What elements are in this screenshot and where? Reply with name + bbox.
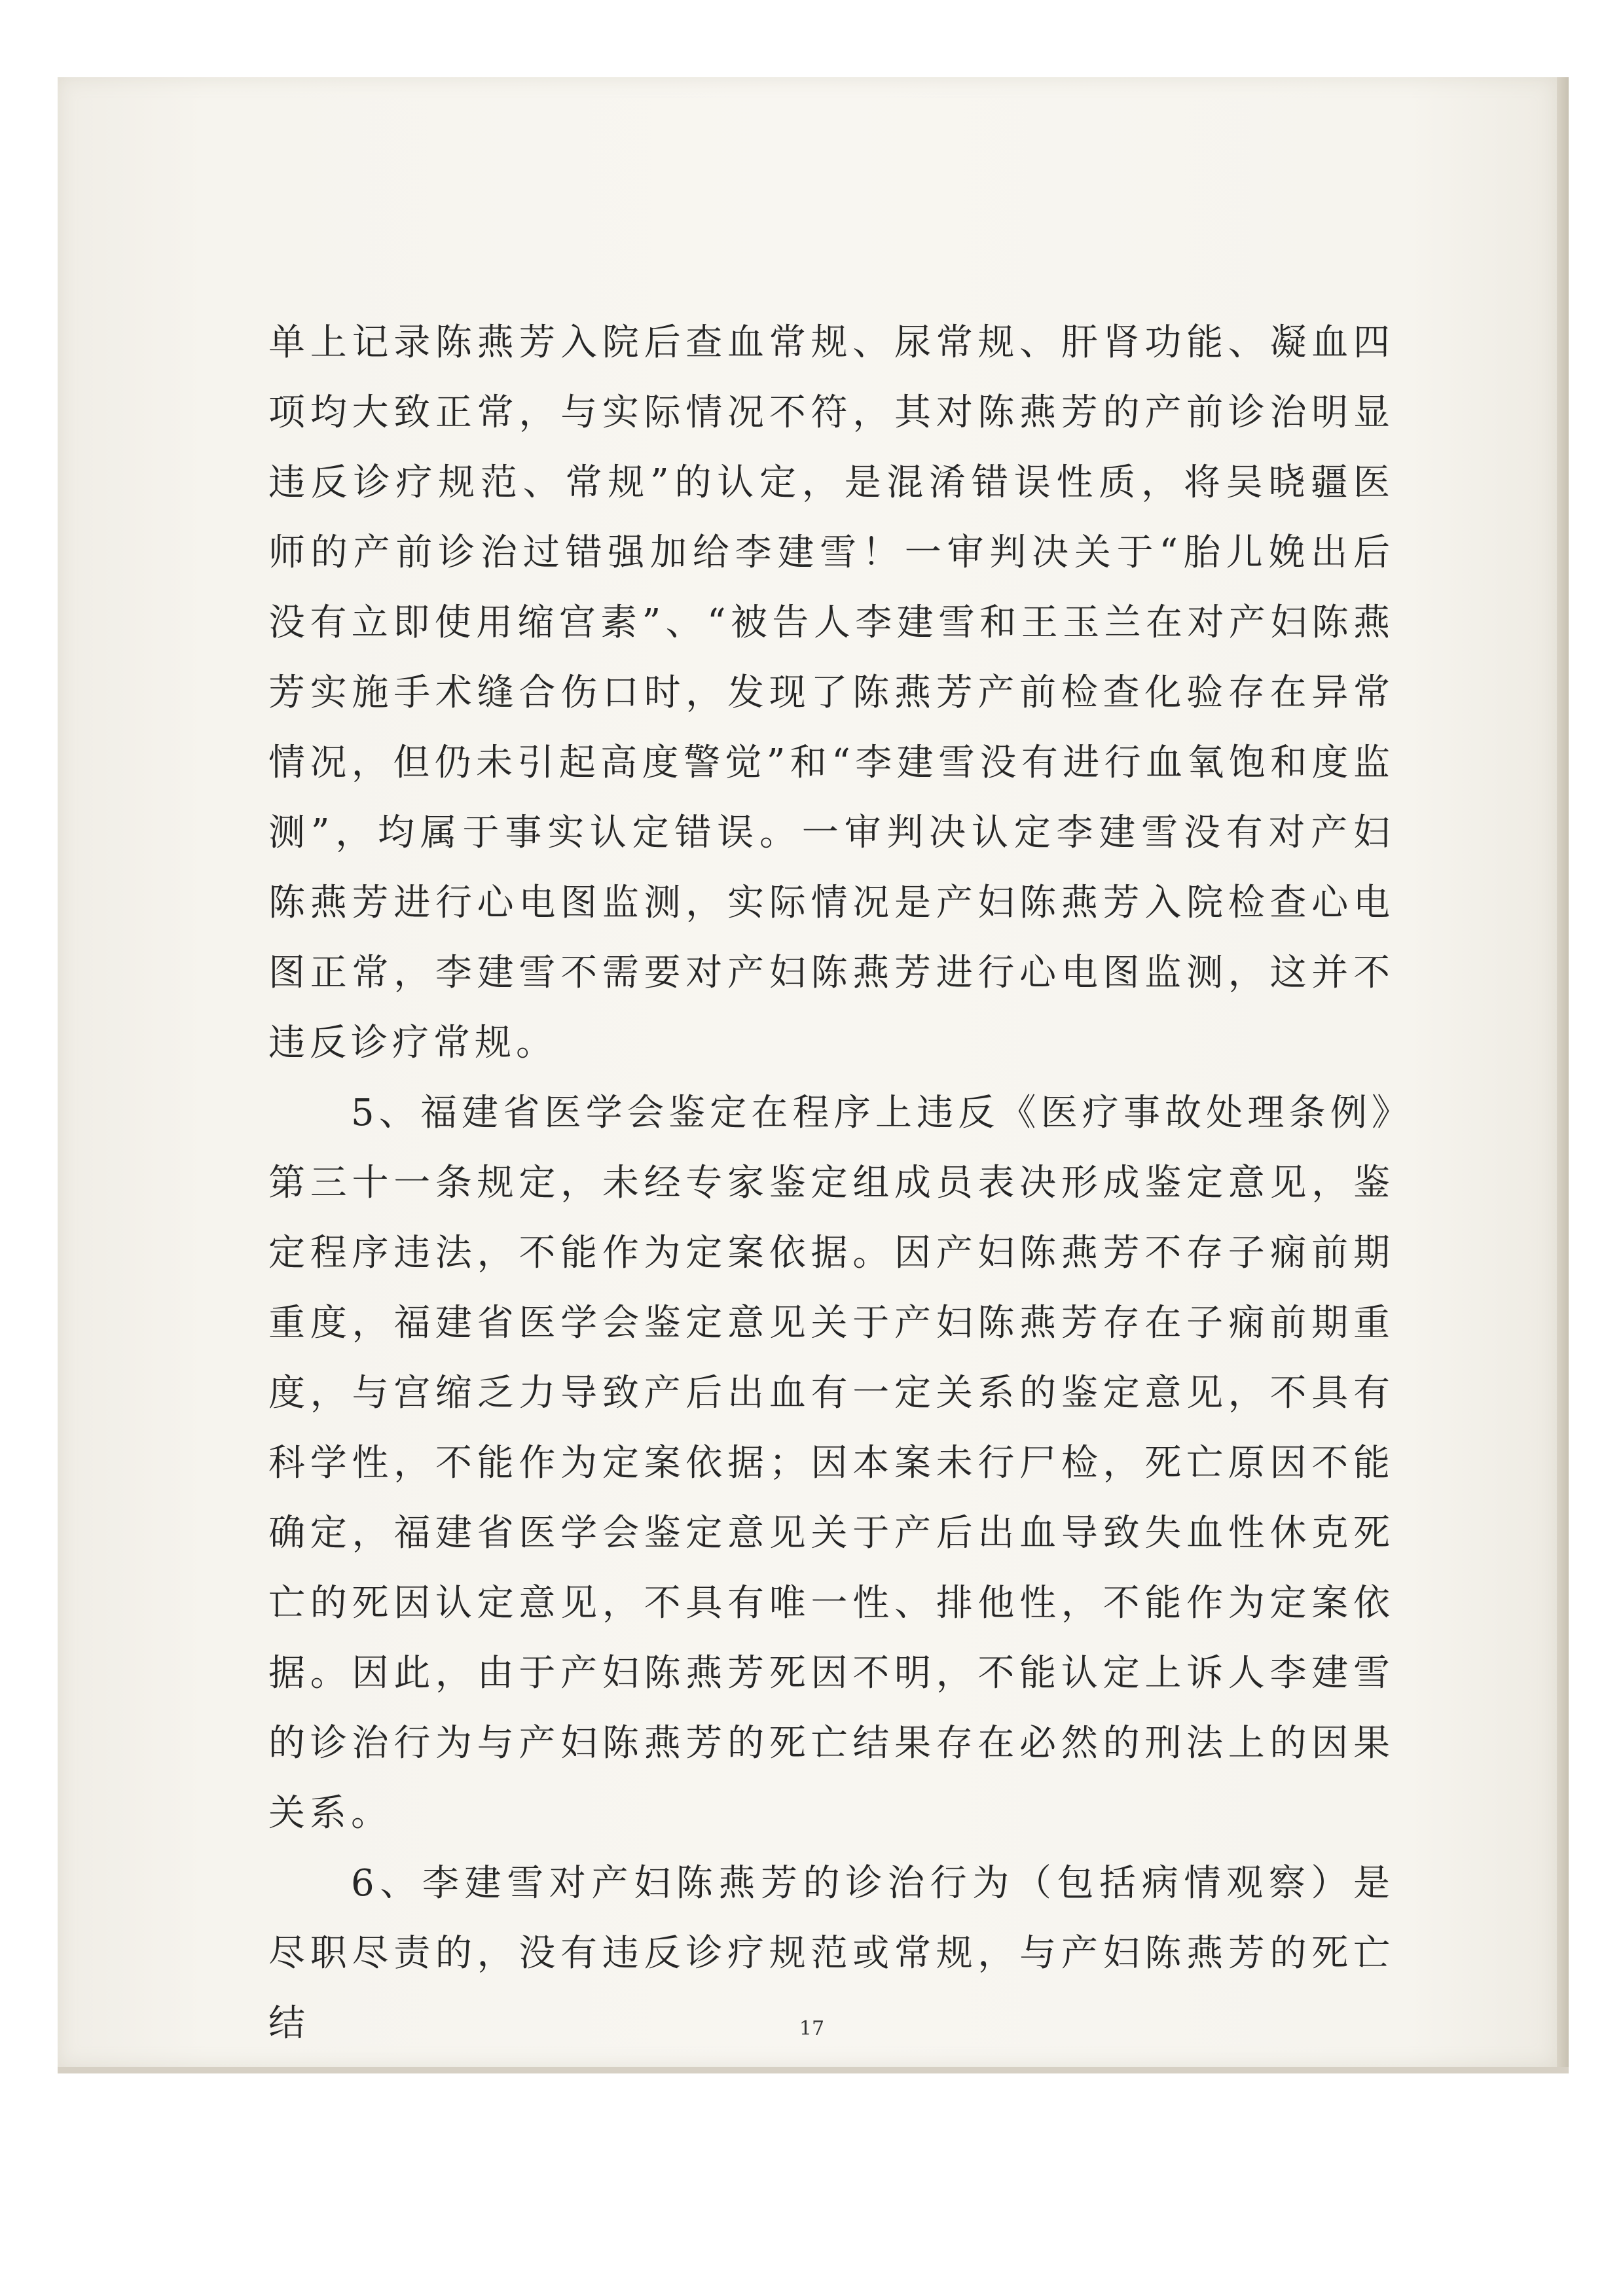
paper-edge-right	[1557, 77, 1569, 2067]
paragraph-item-6: 6、李建雪对产妇陈燕芳的诊治行为（包括病情观察）是尽职尽责的，没有违反诊疗规范或常规，与产妇陈燕芳的死亡结	[268, 1862, 1395, 2045]
paragraph-item-5: 5、福建省医学会鉴定在程序上违反《医疗事故处理条例》第三十一条规定，未经专家鉴定组成员表决形成鉴定意见，鉴定程序违法，不能作为定案依据。因产妇陈燕芳不存子痫前期重度，福建省医学会鉴定意见关于产妇陈燕芳存在子痫前期重度，与宫缩乏力导致产后出血有一定关系的鉴定意见，不具有科学性，不能作为定案依据；因本案未行尸检，死亡原因不能确定，福建省医学会鉴定意见关于产后出血导致失血性休克死亡的死因认定意见，不具有唯一性、排他性，不能作为定案依据。因此，由于产妇陈燕芳死因不明，不能认定上诉人李建雪的诊治行为与产妇陈燕芳的死亡结果存在必然的刑法上的因果关系。	[268, 1092, 1395, 1835]
paragraph-continued: 单上记录陈燕芳入院后查血常规、尿常规、肝肾功能、凝血四项均大致正常，与实际情况不符，其对陈燕芳的产前诊治明显违反诊疗规范、常规”的认定，是混淆错误性质，将吴晓疆医师的产前诊治过错强加给李建雪！一审判决关于“胎儿娩出后没有立即使用缩宫素”、“被告人李建雪和王玉兰在对产妇陈燕芳实施手术缝合伤口时，发现了陈燕芳产前检查化验存在异常情况，但仍未引起高度警觉”和“李建雪没有进行血氧饱和度监测”，均属于事实认定错误。一审判决认定李建雪没有对产妇陈燕芳进行心电图监测，实际情况是产妇陈燕芳入院检查心电图正常，李建雪不需要对产妇陈燕芳进行心电图监测，这并不违反诊疗常规。	[268, 321, 1395, 1064]
paper-edge-bottom	[58, 2067, 1569, 2073]
body-text	[268, 308, 1395, 2058]
page-number: 17	[799, 2017, 825, 2040]
